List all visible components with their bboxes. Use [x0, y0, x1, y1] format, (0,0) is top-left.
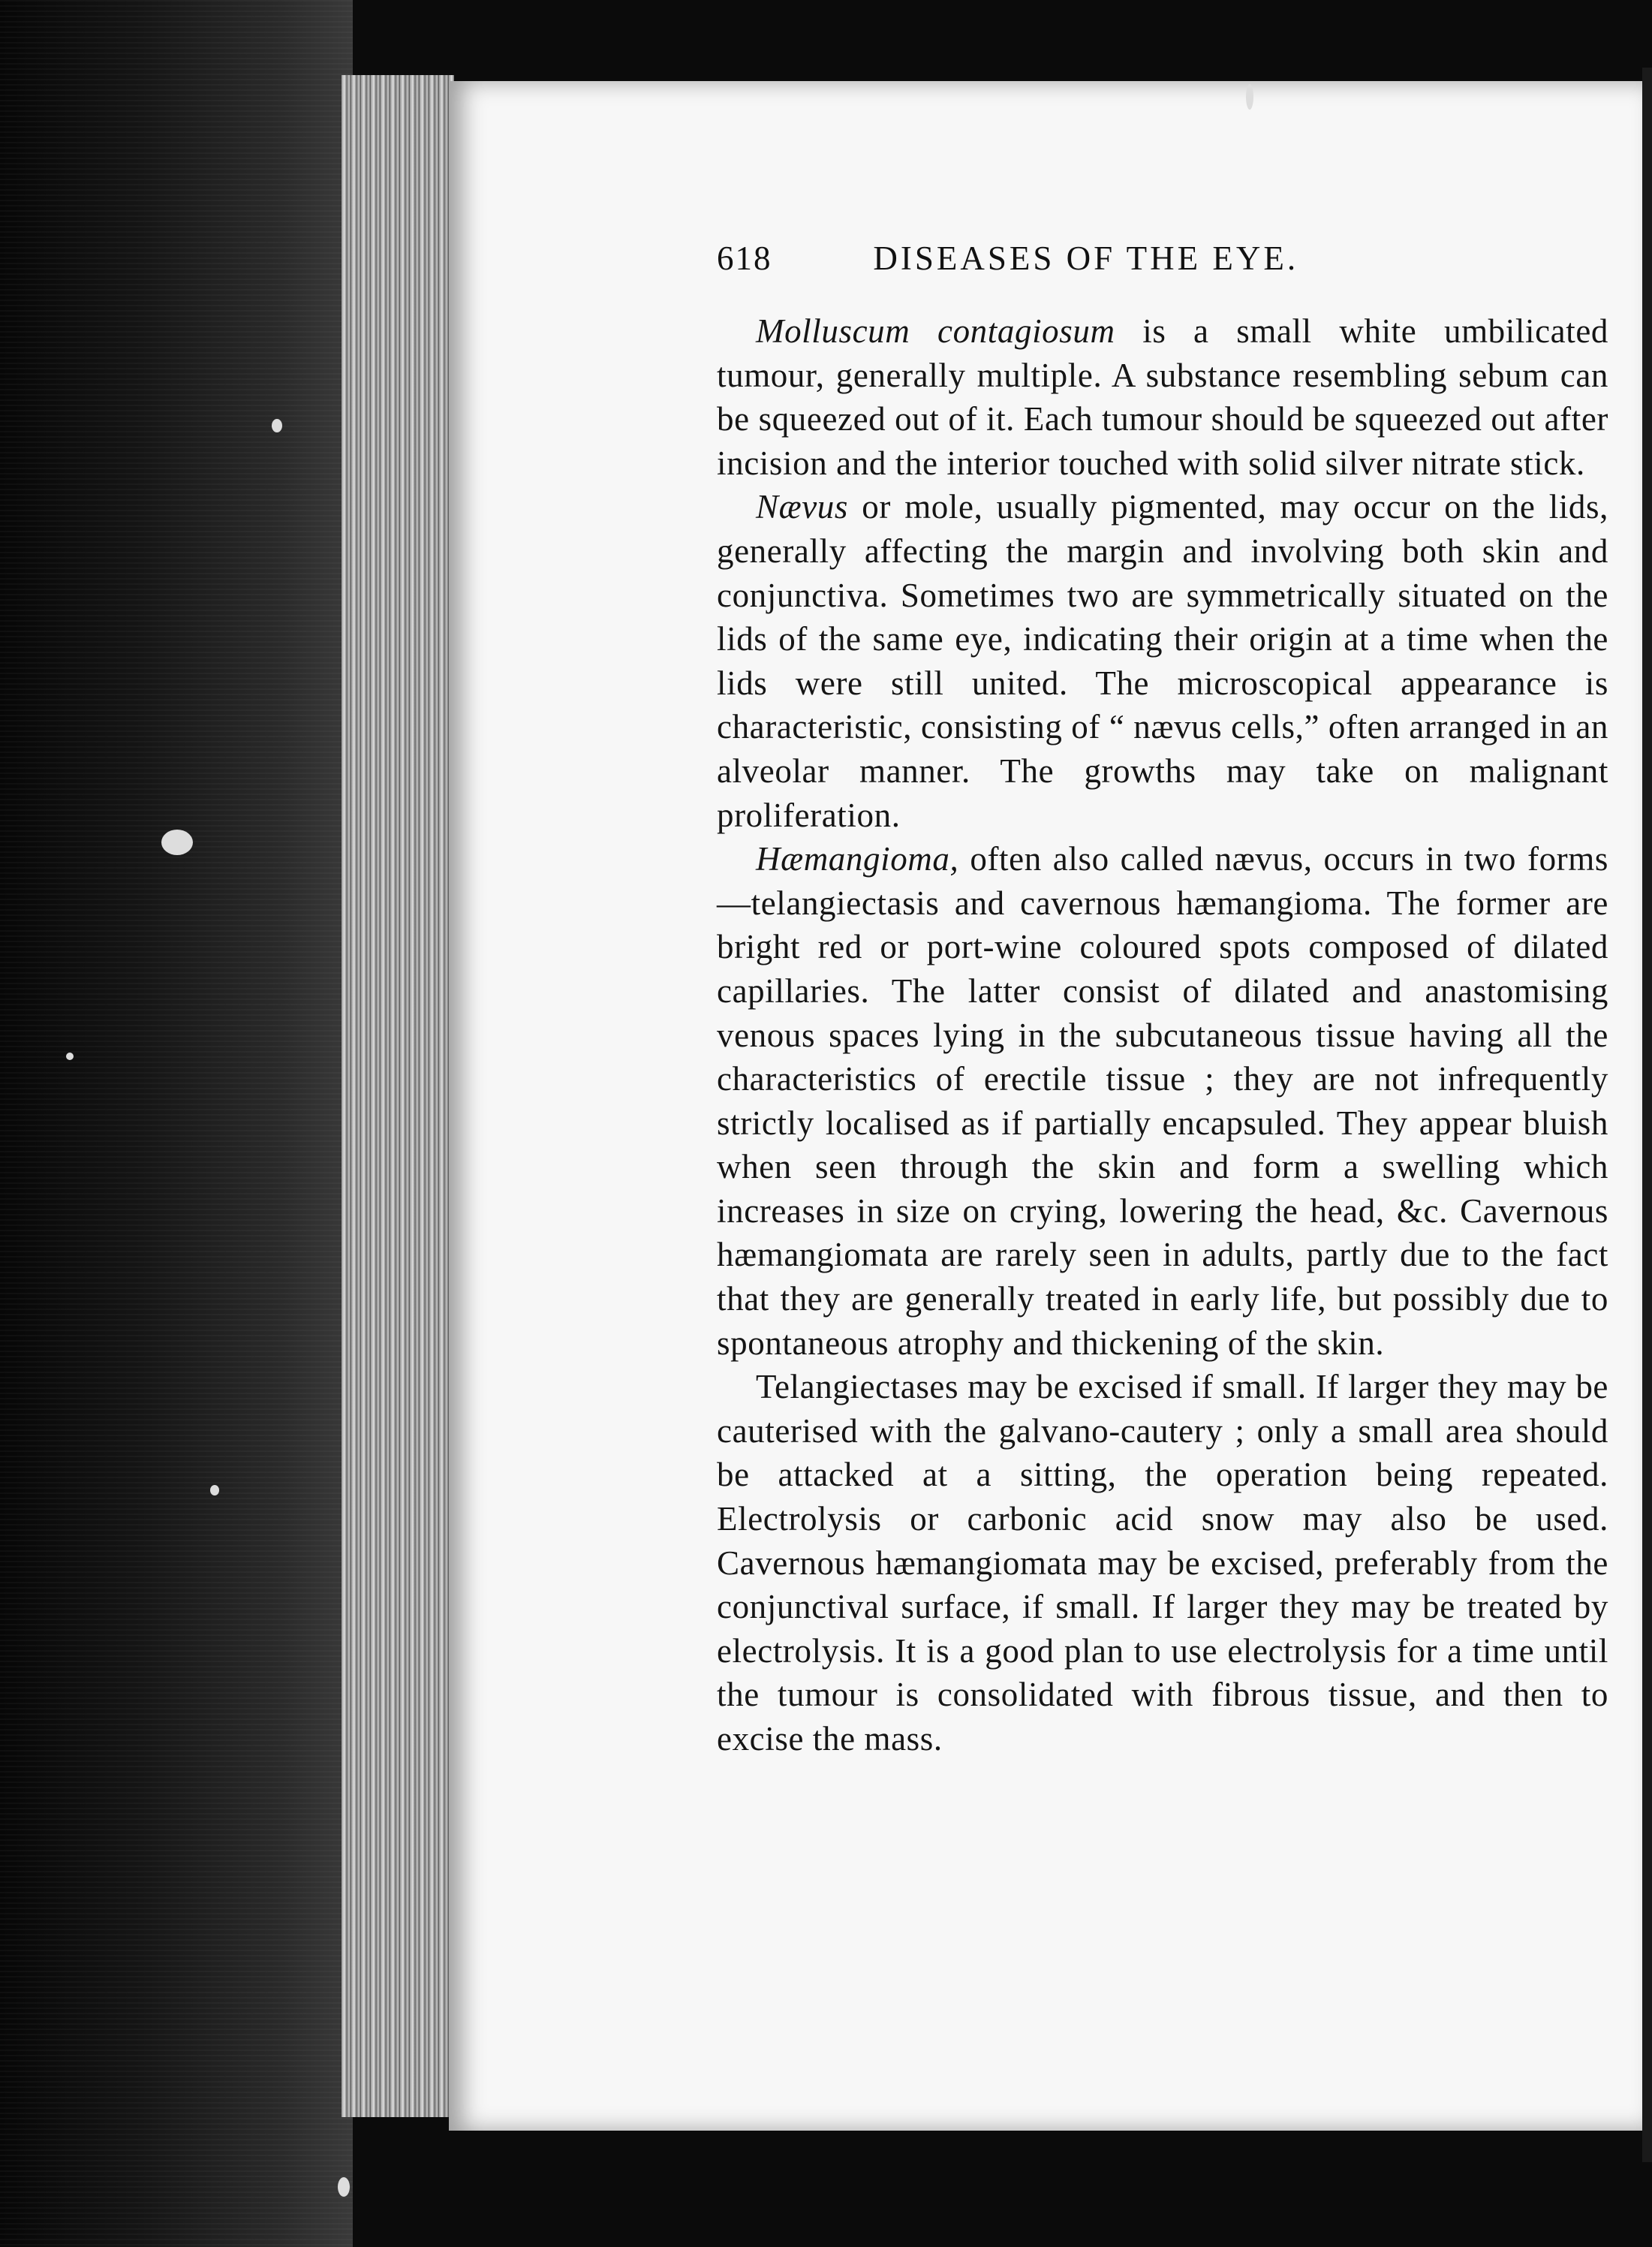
- term-italic: Molluscum contagiosum: [756, 312, 1115, 350]
- running-head: [717, 239, 1400, 278]
- paragraph-treatment: [717, 1365, 1608, 1761]
- scanner-background: [0, 0, 353, 2247]
- dust-speck: [272, 419, 282, 432]
- dust-speck: [1246, 84, 1253, 110]
- dust-speck: [210, 1485, 219, 1495]
- dust-speck: [338, 2177, 350, 2197]
- body-text: [717, 309, 1608, 1761]
- page-right-shadow: [1642, 68, 1652, 2162]
- term-italic: Nævus: [756, 488, 849, 526]
- paragraph-haemangioma: [717, 837, 1608, 1365]
- paragraph-naevus: [717, 485, 1608, 837]
- running-title: DISEASES OF THE EYE.: [873, 239, 1299, 277]
- book-page-edges: [342, 75, 454, 2117]
- dust-speck: [161, 830, 193, 855]
- paragraph-text: is a small white umbilicated tumour, generally multiple. A substance resembling sebum can be squeezed out of it. Each tumour should be squeezed out after incision and the interior touched with solid silver nitrate stick.: [717, 312, 1608, 482]
- paragraph-text: or mole, usually pigmented, may occur on the lids, generally affecting the margin and involving both skin and conjunctiva. Sometimes two are symmetrically situated on the lids of the same eye, indicating their origin at a time when the lids were still united. The microscopical appearance is characteristic, consisting of “ nævus cells,” often arranged in an alveolar manner. The growths may take on malignant proliferation.: [717, 488, 1608, 834]
- paragraph-text: Telangiectases may be excised if small. If larger they may be cauterised with the galvano-cautery ; only a small area should be attacked at a sitting, the operation being repeated. Electrolysis or carbonic acid snow may also be used. Cavernous hæmangiomata may be excised, preferably from the conjunctival surface, if small. If larger they may be treated by electrolysis. It is a good plan to use electrolysis for a time until the tumour is consolidated with fibrous tissue, and then to excise the mass.: [717, 1368, 1608, 1758]
- paragraph-molluscum: [717, 309, 1608, 485]
- page-number: 618: [717, 239, 772, 277]
- term-italic: Hæmangioma,: [756, 840, 959, 878]
- dust-speck: [66, 1053, 74, 1060]
- paragraph-text: often also called nævus, occurs in two forms —telangiectasis and cavernous hæmangioma. The former are bright red or port-wine coloured spots composed of dilated capillaries. The latter consist of dilated and anastomising venous spaces lying in the subcutaneous tissue having all the characteristics of erectile tissue ; they are not infrequently strictly localised as if partially encapsuled. They appear bluish when seen through the skin and form a swelling which increases in size on crying, lowering the head, &c. Cavernous hæmangiomata are rarely seen in adults, partly due to the fact that they are generally treated in early life, but possibly due to spontaneous atrophy and thickening of the skin.: [717, 840, 1608, 1362]
